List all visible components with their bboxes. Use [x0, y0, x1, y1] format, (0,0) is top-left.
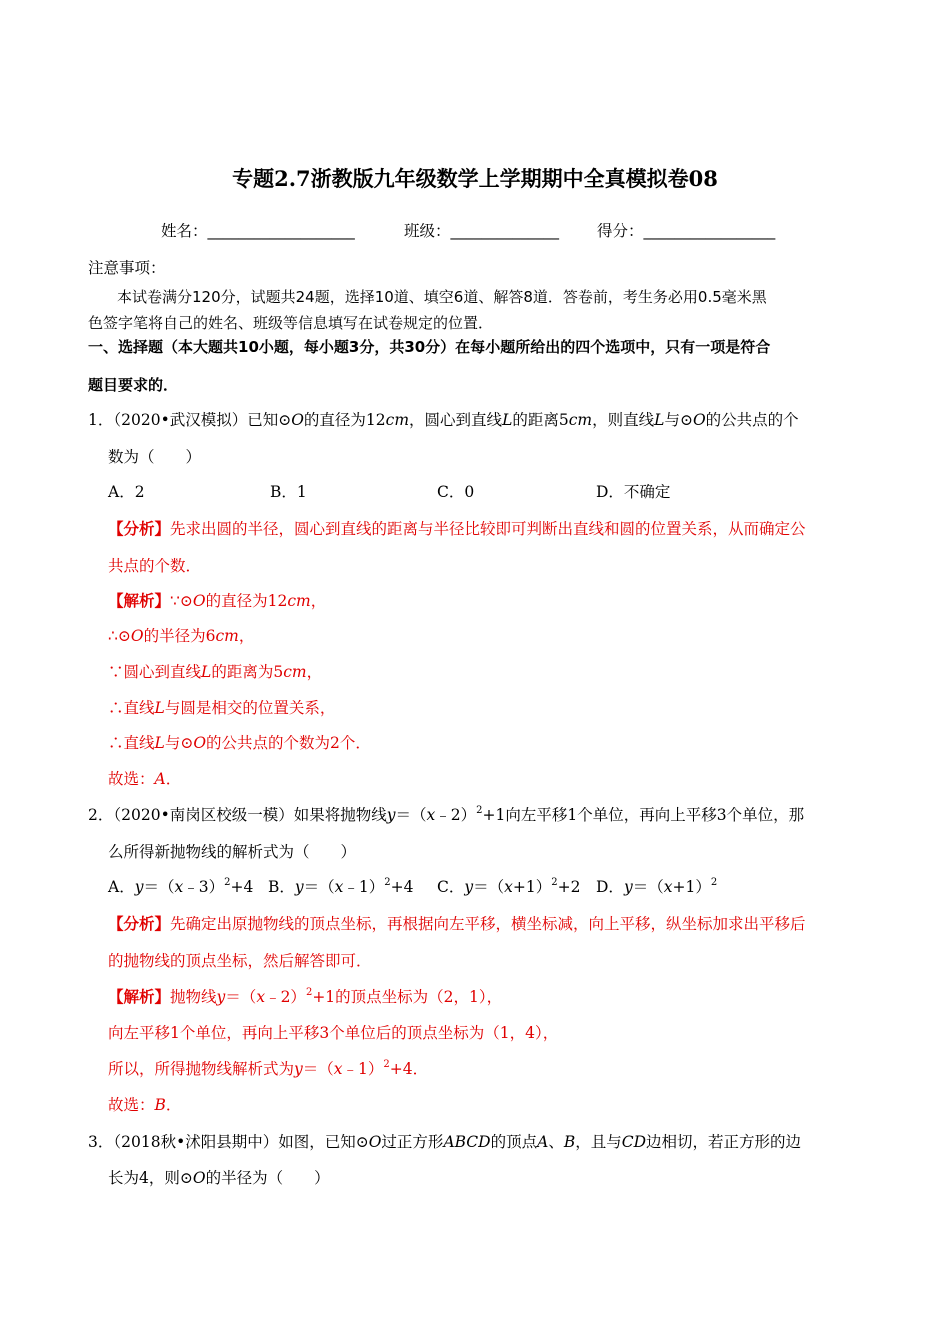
question-2-solution-step-3: 所以，所得抛物线解析式为y＝（x﹣1）$^2$+4．: [108, 1059, 429, 1078]
class-field: 班级：______________: [404, 222, 560, 240]
question-1-option-a: A．2: [108, 483, 145, 501]
question-3-stem-cont: 长为4，则⊙O的半径为（ ）: [108, 1169, 330, 1187]
question-2-analysis-cont: 的抛物线的顶点坐标，然后解答即可．: [108, 952, 372, 970]
question-2-option-b: B．y＝（x﹣1）$^2$+4: [268, 877, 414, 896]
question-1-option-d: D．不确定: [596, 483, 671, 501]
question-1-solution-step-5: ∴直线L与⊙O的公共点的个数为2个．: [108, 734, 371, 752]
question-2-option-c: C．$y=(x+1)^2+2$: [437, 877, 581, 896]
score-field: 得分：_________________: [597, 222, 776, 240]
question-3-stem: 3．（2018秋•沭阳县期中）如图，已知⊙O过正方形ABCD的顶点A、B，且与CD边相切，若正方形的边: [88, 1133, 802, 1151]
question-1-analysis: 【分析】先求出圆的半径，圆心到直线的距离与半径比较即可判断出直线和圆的位置关系，从而确定公: [108, 519, 806, 538]
question-2-option-d: D．$y=(x+1)^2$: [596, 877, 718, 896]
notice-line-1: 本试卷满分120分，试题共24题，选择10道、填空6道、解答8道．答卷前，考生务必用0.5毫米黑: [117, 288, 767, 306]
question-1-solution-step-1: 【解析】∵⊙O的直径为12cm，: [108, 591, 327, 610]
notice-line-2: 色签字笔将自己的姓名、班级等信息填写在试卷规定的位置．: [88, 314, 494, 332]
question-2-solution-step-2: 向左平移1个单位，再向上平移3个单位后的顶点坐标为（1，4），: [108, 1024, 559, 1042]
notice-heading: 注意事项：: [88, 259, 166, 277]
question-1-answer: 故选：A．: [108, 770, 182, 788]
section-heading-line-1: 一、选择题（本大题共10小题，每小题3分，共30分）在每小题所给出的四个选项中，只有一项是符合: [88, 338, 771, 356]
question-1-solution-step-3: ∵圆心到直线L的距离为5cm，: [108, 663, 323, 681]
question-1-stem: 1．（2020•武汉模拟）已知⊙O的直径为12cm，圆心到直线L的距离5cm，则直线L与⊙O的公共点的个: [88, 411, 799, 429]
question-2-answer: 故选：B．: [108, 1096, 182, 1114]
section-heading-line-2: 题目要求的．: [88, 376, 179, 394]
question-1-solution-step-4: ∴直线L与圆是相交的位置关系，: [108, 699, 336, 717]
question-1-solution-step-2: ∴⊙O的半径为6cm，: [108, 627, 255, 645]
question-2-option-a: A．y＝（x﹣3）$^2$+4: [108, 877, 254, 896]
question-2-analysis: 【分析】先确定出原抛物线的顶点坐标，再根据向左平移，横坐标减，向上平移，纵坐标加求出平移后: [108, 914, 806, 933]
question-1-analysis-cont: 共点的个数．: [108, 557, 202, 575]
question-1-option-c: C．0: [437, 483, 475, 501]
page-title: 专题2.7浙教版九年级数学上学期期中全真模拟卷08: [232, 166, 718, 191]
question-2-stem-cont: 么所得新抛物线的解析式为（ ）: [108, 843, 357, 861]
question-2-solution-step-1: 【解析】抛物线y＝（x﹣2）$^2$+1的顶点坐标为（2，1），: [108, 987, 503, 1006]
question-2-stem: 2．（2020•南岗区校级一模）如果将抛物线y＝（x﹣2）$^2$+1向左平移1个单位，再向上平移3个单位，那: [88, 805, 805, 824]
question-1-option-b: B．1: [270, 483, 307, 501]
name-field: 姓名：___________________: [161, 222, 355, 240]
question-1-stem-cont: 数为（ ）: [108, 448, 202, 466]
